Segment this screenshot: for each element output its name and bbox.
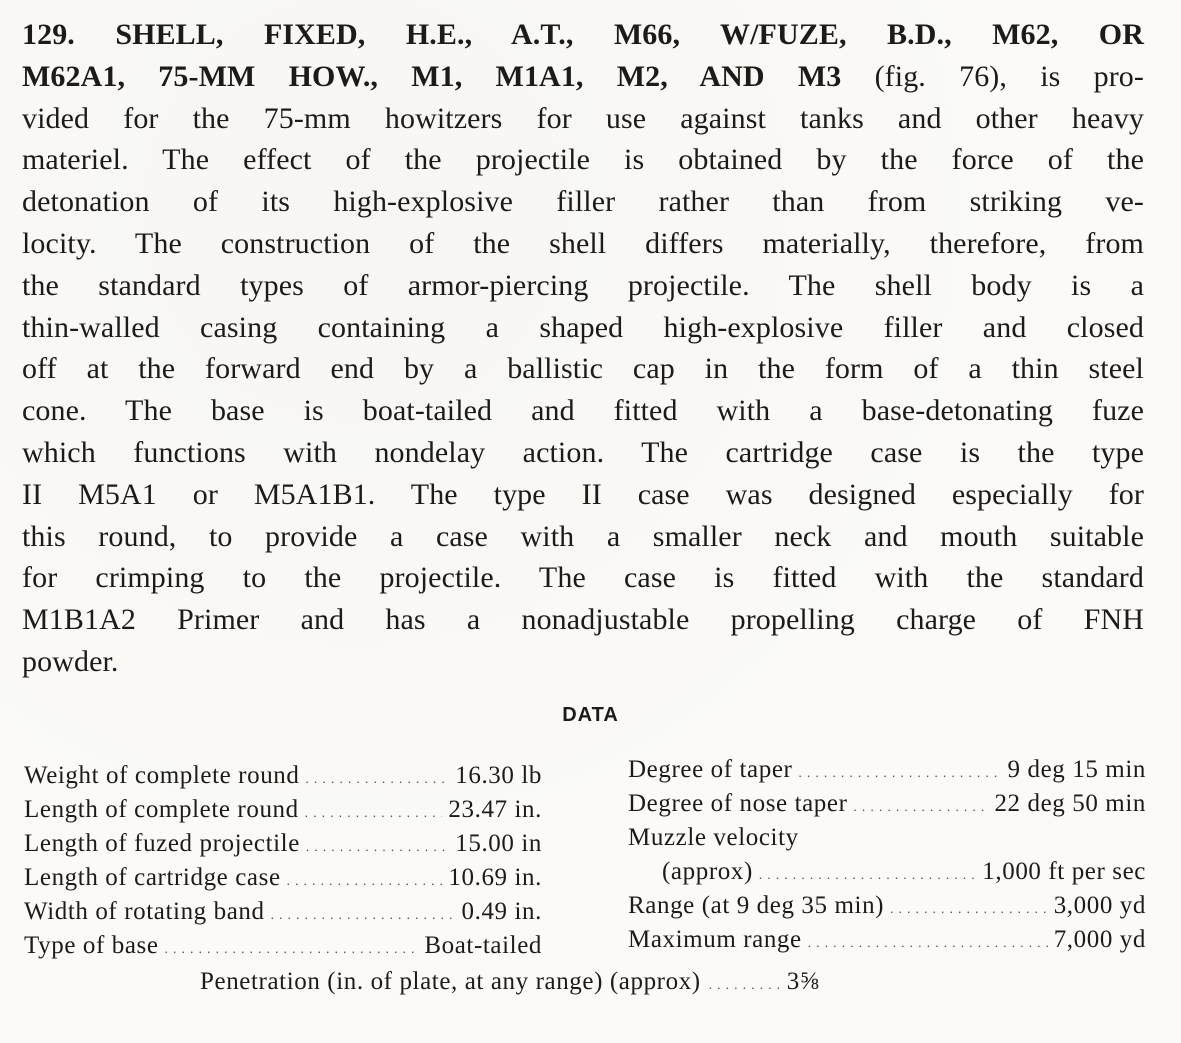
paragraph-title-continued: M62A1, 75-MM HOW., M1, M1A1, M2, AND M3 — [22, 59, 842, 93]
paragraph-line: powder. — [22, 644, 119, 678]
paragraph-line: II M5A1 or M5A1B1. The type II case was designed especially for — [22, 477, 1144, 511]
data-row — [24, 898, 542, 932]
data-label: Length of cartridge case — [24, 864, 281, 891]
paragraph-line: thin-walled casing containing a shaped high-explosive filler and closed — [22, 310, 1144, 344]
data-label: Range (at 9 deg 35 min) — [628, 892, 885, 919]
leader-dots — [306, 771, 450, 787]
paragraph-line: M1B1A2 Primer and has a nonadjustable propelling charge of FNH — [22, 603, 1144, 637]
leader-dots — [165, 941, 419, 957]
paragraph-title: 129. SHELL, FIXED, H.E., A.T., M66, W/FUZE, B.D., M62, OR — [22, 18, 1144, 51]
data-label: Degree of nose taper — [628, 790, 848, 817]
leader-dots — [709, 977, 779, 993]
paragraph-line: which functions with nondelay action. The cartridge case is the type — [22, 435, 1144, 469]
data-label: Length of fuzed projectile — [24, 830, 300, 857]
paragraph-line — [22, 14, 1144, 56]
data-row — [24, 830, 542, 864]
data-row — [628, 926, 1146, 960]
leader-dots — [271, 907, 456, 923]
leader-dots — [890, 901, 1048, 917]
leader-dots — [759, 867, 976, 883]
data-value: 10.69 in. — [448, 864, 542, 891]
data-value: Boat-tailed — [424, 932, 542, 959]
data-label: Width of rotating band — [24, 898, 265, 925]
data-row — [628, 756, 1146, 790]
penetration-row — [200, 968, 1000, 996]
paragraph-line: locity. The construction of the shell differs materially, therefore, from — [22, 226, 1144, 260]
data-row — [628, 892, 1146, 926]
data-label: Muzzle velocity — [628, 824, 799, 851]
data-right-column — [628, 756, 1146, 960]
leader-dots — [808, 935, 1048, 951]
penetration-value: 3⅝ — [786, 968, 820, 995]
data-value: 23.47 in. — [448, 796, 542, 823]
paragraph-line: the standard types of armor-piercing projectile. The shell body is a — [22, 268, 1144, 302]
paragraph-line: this round, to provide a case with a smaller neck and mouth suitable — [22, 519, 1144, 553]
paragraph-line — [22, 56, 1144, 98]
data-row — [24, 864, 542, 898]
data-label: Degree of taper — [628, 756, 793, 783]
data-value: 16.30 lb — [455, 762, 542, 789]
data-value: 15.00 in — [455, 830, 542, 857]
paragraph-line: detonation of its high-explosive filler rather than from striking ve- — [22, 185, 1144, 219]
leader-dots — [305, 805, 443, 821]
penetration-label: Penetration (in. of plate, at any range) (approx) — [200, 968, 701, 995]
paragraph-line: vided for the 75-mm howitzers for use against tanks and other heavy — [22, 101, 1144, 135]
paragraph-line: cone. The base is boat-tailed and fitted with a base-detonating fuze — [22, 394, 1144, 428]
data-value: 7,000 yd — [1053, 926, 1146, 953]
paragraph-text: (fig. 76), is pro- — [841, 59, 1144, 93]
data-row — [24, 932, 542, 966]
data-row — [24, 796, 542, 830]
data-label: Maximum range — [628, 926, 802, 953]
data-row — [24, 762, 542, 796]
data-value: 9 deg 15 min — [1007, 756, 1146, 783]
data-value: 1,000 ft per sec — [982, 858, 1146, 885]
data-left-column — [24, 762, 542, 966]
data-label: Type of base — [24, 932, 159, 959]
data-value: 0.49 in. — [461, 898, 542, 925]
data-row — [628, 858, 1146, 892]
data-row — [628, 790, 1146, 824]
data-value: 3,000 yd — [1053, 892, 1146, 919]
paragraph-line: materiel. The effect of the projectile is obtained by the force of the — [22, 143, 1144, 177]
data-label: Weight of complete round — [24, 762, 300, 789]
paragraph-line: off at the forward end by a ballistic cap in the form of a thin steel — [22, 352, 1144, 386]
leader-dots — [287, 873, 443, 889]
leader-dots — [798, 765, 1001, 781]
data-label: (approx) — [662, 858, 753, 885]
body-paragraph — [22, 14, 1144, 683]
data-label: Length of complete round — [24, 796, 299, 823]
data-heading: DATA — [562, 704, 619, 726]
data-value: 22 deg 50 min — [994, 790, 1146, 817]
paragraph-line: for crimping to the projectile. The case is fitted with the standard — [22, 561, 1144, 595]
data-row — [628, 824, 1146, 858]
leader-dots — [306, 839, 449, 855]
leader-dots — [854, 799, 989, 815]
